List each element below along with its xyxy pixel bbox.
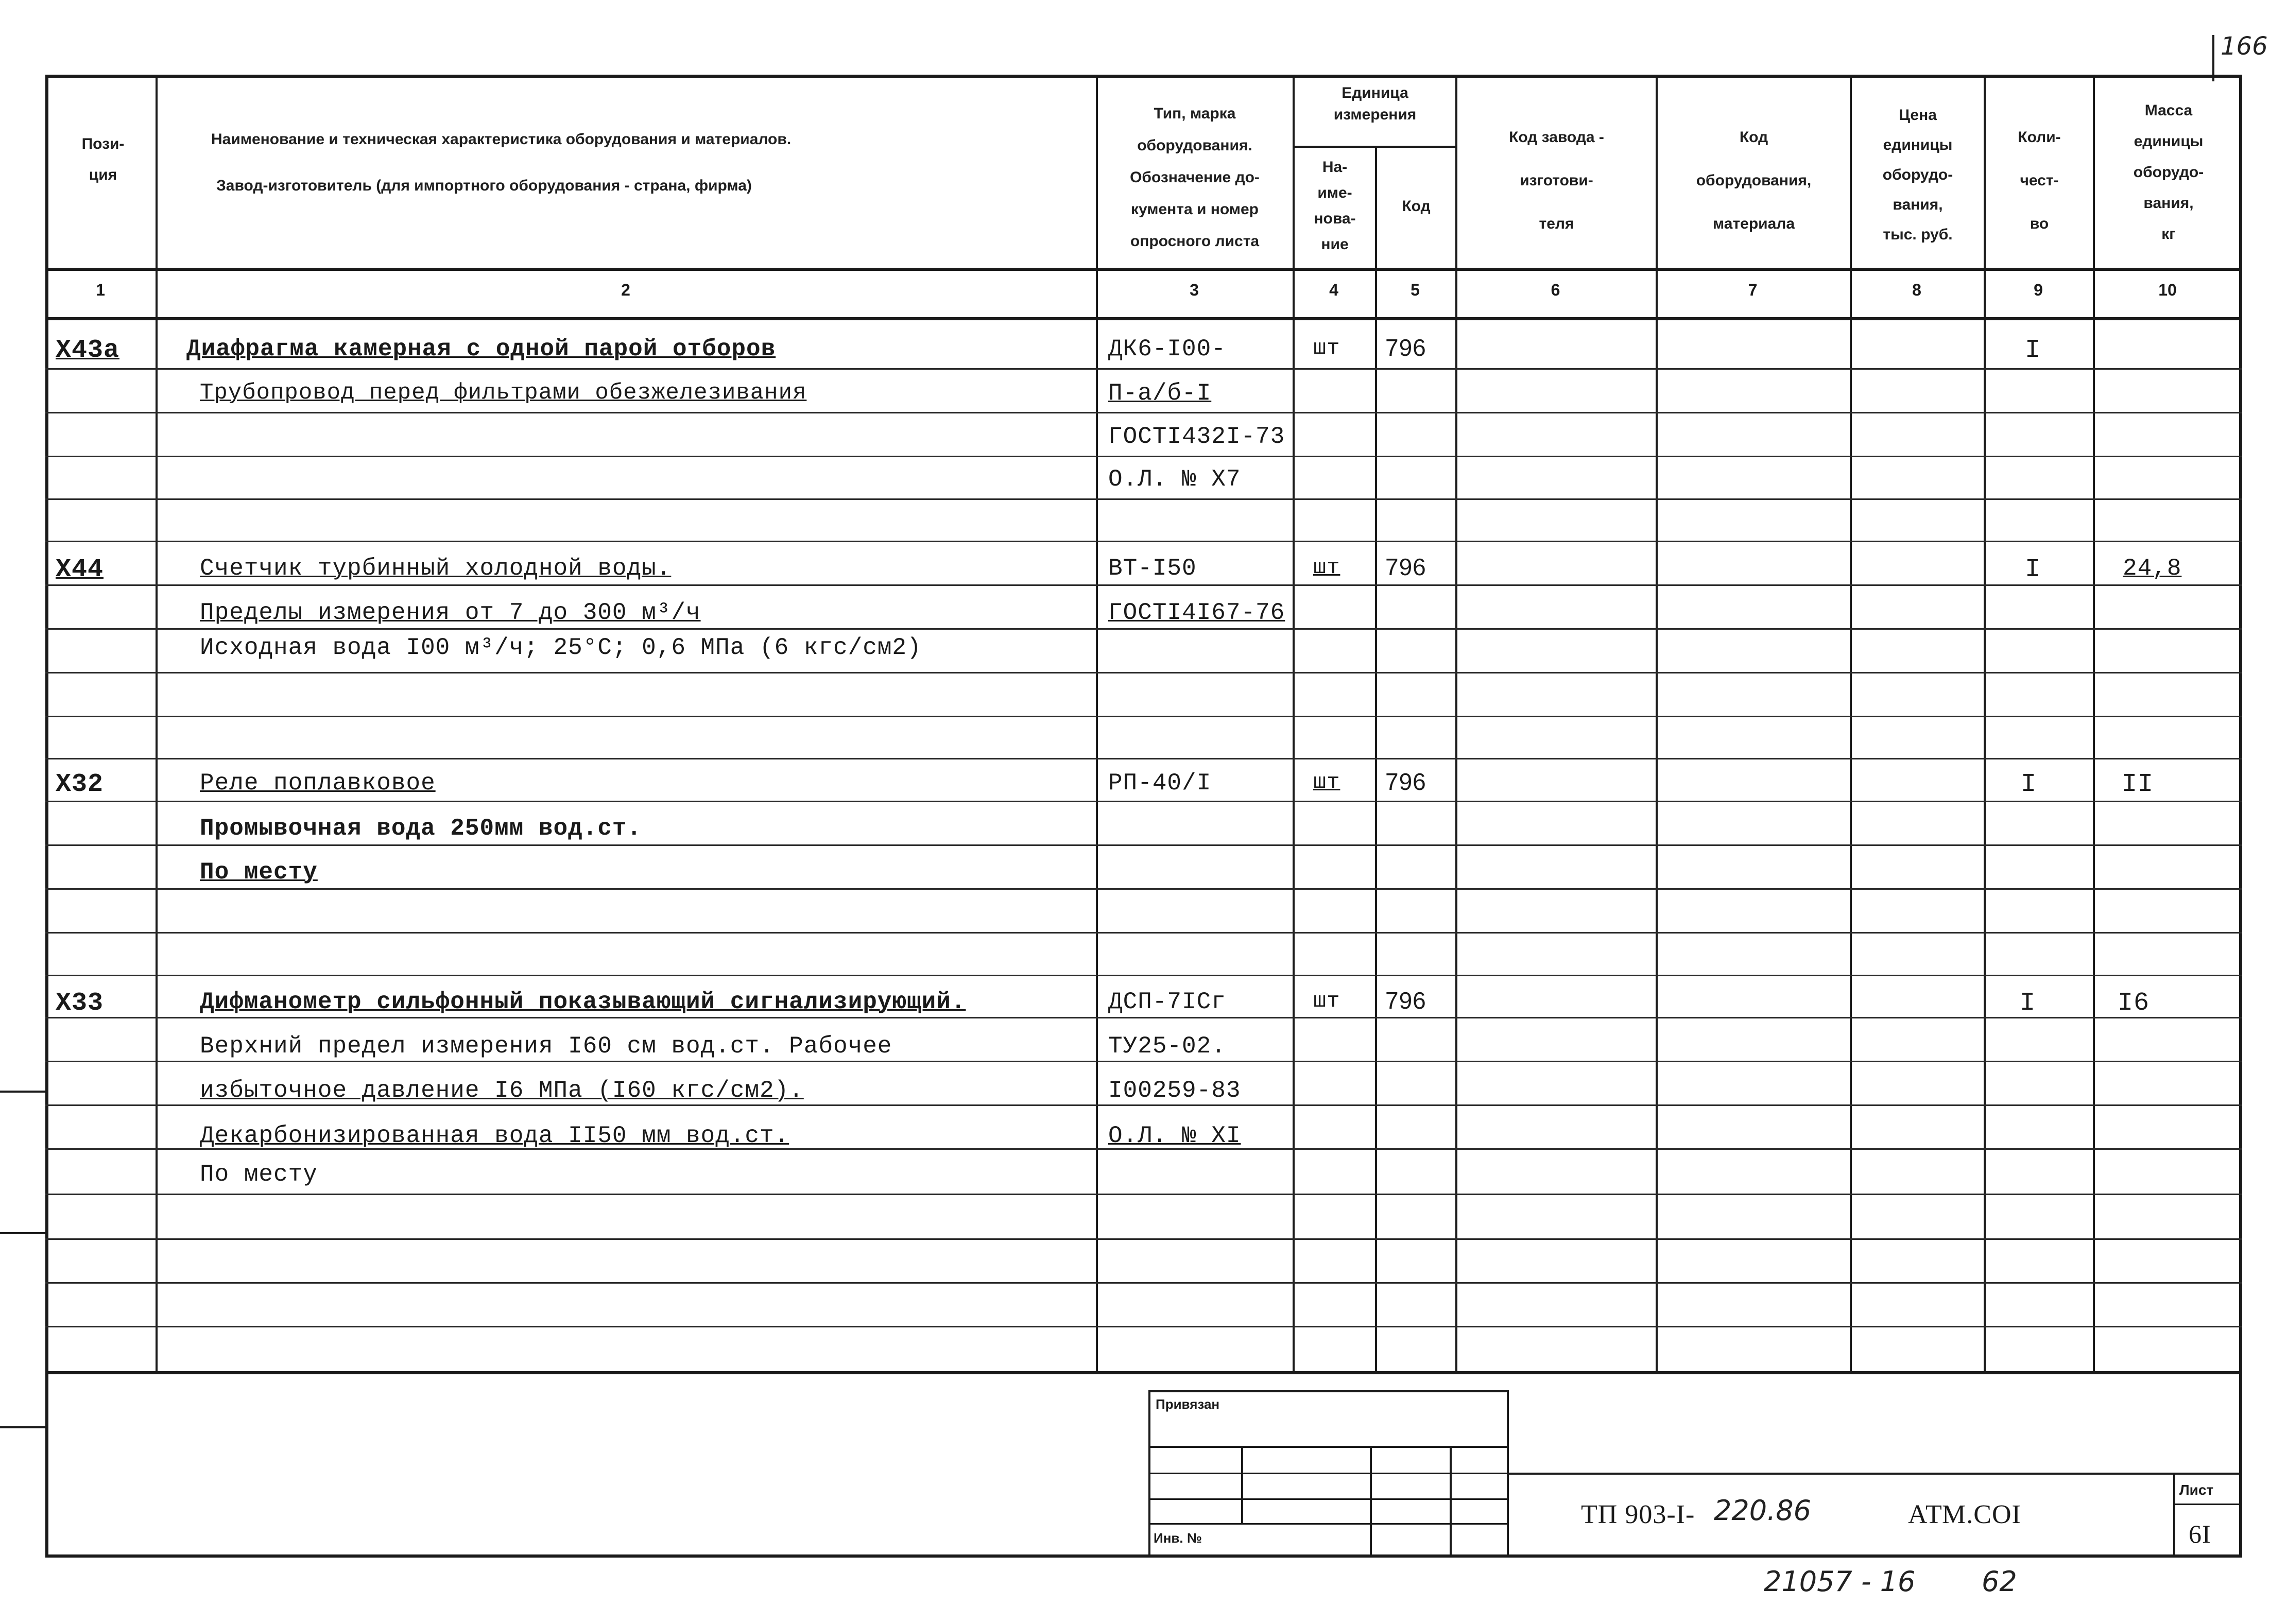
header-unit-code: Код xyxy=(1402,198,1431,215)
stamp-inv: Инв. № xyxy=(1154,1530,1202,1546)
corner-page-number: 166 xyxy=(2221,32,2268,61)
col-number-8: 8 xyxy=(1912,281,1921,299)
item-detail: Верхний предел измерения I60 см вод.ст. Рабочее xyxy=(200,1033,892,1060)
stamp-sheet-label: Лист xyxy=(2179,1482,2214,1498)
item-type: ГОСТI432I-73 xyxy=(1108,423,1285,450)
unit-group-line xyxy=(1293,146,1455,148)
item-name: Дифманометр сильфонный показывающий сигнализирующий. xyxy=(200,989,966,1015)
header-name-line1: Наименование и техническая характеристика оборудования и материалов. xyxy=(211,131,792,148)
col-number-5: 5 xyxy=(1411,281,1420,299)
item-detail: Трубопровод перед фильтрами обезжелезивания xyxy=(200,380,807,406)
item-detail: Промывочная вода 250мм вод.ст. xyxy=(200,815,642,842)
header-quantity: Коли- чест- во xyxy=(2018,129,2061,232)
stamp-doc-code-number: 220.86 xyxy=(1714,1494,1811,1527)
item-position: Х32 xyxy=(56,770,104,799)
item-mass: 24,8 xyxy=(2123,555,2182,582)
item-detail: избыточное давление I6 МПа (I60 кгс/см2). xyxy=(200,1077,804,1104)
col-number-4: 4 xyxy=(1329,281,1338,299)
col-number-2: 2 xyxy=(621,281,630,299)
item-quantity: I xyxy=(2025,555,2041,584)
item-detail: По месту xyxy=(200,1161,318,1188)
item-unit: шт xyxy=(1313,989,1340,1013)
header-equipment-code: Код оборудования, материала xyxy=(1696,129,1812,232)
item-type: РП-40/I xyxy=(1108,770,1212,797)
margin-tick xyxy=(0,1232,45,1234)
item-detail: Пределы измерения от 7 до 300 м³/ч xyxy=(200,599,701,626)
colnum-bottom-line xyxy=(45,317,2242,320)
item-position: Х43а xyxy=(56,336,120,365)
margin-tick xyxy=(0,1426,45,1428)
stamp-privyazan: Привязан xyxy=(1156,1396,1220,1412)
header-name-line2: Завод-изготовитель (для импортного оборудования - страна, фирма) xyxy=(216,177,752,194)
col-line-4 xyxy=(1375,147,1377,1372)
item-type: П-а/б-I xyxy=(1108,380,1212,407)
header-mass: Масса единицы оборудо- вания, кг xyxy=(2133,102,2204,243)
header-unit-name: На- име- нова- ние xyxy=(1314,159,1356,253)
item-type: О.Л. № ХI xyxy=(1108,1122,1241,1149)
item-type: О.Л. № Х7 xyxy=(1108,466,1241,493)
item-type: ТУ25-02. xyxy=(1108,1033,1226,1060)
item-quantity: I xyxy=(2021,770,2037,799)
item-position: Х33 xyxy=(56,989,104,1018)
item-quantity: I xyxy=(2025,336,2041,365)
item-mass: II xyxy=(2122,770,2154,799)
item-detail: Декарбонизированная вода II50 мм вод.ст. xyxy=(200,1122,789,1149)
stamp-sheet-number: 6I xyxy=(2189,1519,2211,1548)
col-number-9: 9 xyxy=(2034,281,2043,299)
item-quantity: I xyxy=(2020,989,2036,1018)
footer-archive-number: 21057 - 16 xyxy=(1764,1565,1916,1598)
header-price: Цена единицы оборудо- вания, тыс. руб. xyxy=(1882,107,1953,243)
col-number-3: 3 xyxy=(1190,281,1199,299)
item-detail: Исходная вода I00 м³/ч; 25°С; 0,6 МПа (6 кгс/см2) xyxy=(200,634,922,661)
item-unit: шт xyxy=(1313,555,1340,580)
item-name: Диафрагма камерная с одной парой отборов xyxy=(186,336,776,362)
header-unit-group: Единица измерения xyxy=(1333,84,1417,123)
item-unit-code: 796 xyxy=(1385,768,1426,795)
stamp-doc-code-suffix: АТМ.СОI xyxy=(1908,1500,2021,1529)
item-unit-code: 796 xyxy=(1385,334,1426,361)
col-number-10: 10 xyxy=(2158,281,2177,299)
footer-page-number: 62 xyxy=(1982,1565,2017,1598)
item-type: ДК6-I00- xyxy=(1108,336,1226,362)
item-detail: По месту xyxy=(200,859,318,886)
item-unit: шт xyxy=(1313,336,1340,360)
item-name: Счетчик турбинный холодной воды. xyxy=(200,555,672,582)
item-name: Реле поплавковое xyxy=(200,770,436,797)
header-bottom-line xyxy=(45,268,2242,271)
item-unit-code: 796 xyxy=(1385,987,1426,1014)
header-type: Тип, марка оборудования. Обозначение до- кумента и номер опросного листа xyxy=(1130,105,1260,250)
item-type: I00259-83 xyxy=(1108,1077,1241,1104)
margin-tick xyxy=(0,1091,45,1093)
col-number-6: 6 xyxy=(1551,281,1560,299)
item-unit: шт xyxy=(1313,770,1340,794)
item-type: ДСП-7IСг xyxy=(1108,989,1226,1015)
header-position: Пози- ция xyxy=(81,135,125,183)
item-type: ГОСТI4I67-76 xyxy=(1108,599,1285,626)
col-number-1: 1 xyxy=(96,281,105,299)
item-unit-code: 796 xyxy=(1385,554,1426,580)
item-type: ВТ-I50 xyxy=(1108,555,1197,582)
col-number-7: 7 xyxy=(1748,281,1758,299)
item-mass: I6 xyxy=(2118,989,2150,1018)
item-position: Х44 xyxy=(56,555,104,584)
header-factory-code: Код завода - изготови- теля xyxy=(1509,129,1604,232)
stamp-doc-code-prefix: ТП 903-I- xyxy=(1581,1500,1695,1529)
